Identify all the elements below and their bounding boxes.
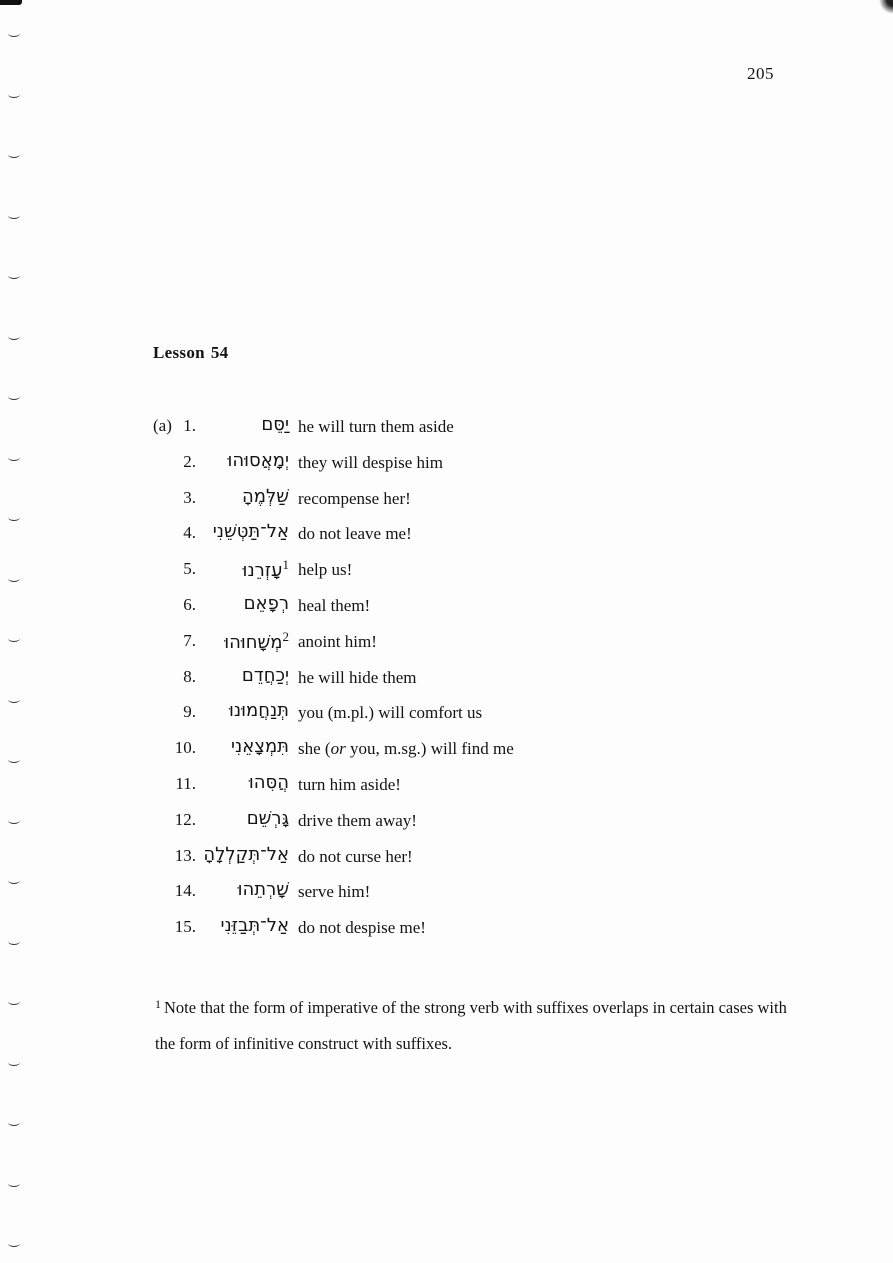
- english-translation: he will hide them: [298, 667, 417, 687]
- hebrew-text: רְפָאֵם: [243, 593, 289, 614]
- hebrew-form: [221, 915, 289, 936]
- item-number: 6.: [183, 595, 196, 614]
- hebrew-form: [247, 808, 289, 829]
- hebrew-text: הֲסִּהוּ: [248, 772, 289, 793]
- item-number: 4.: [183, 523, 196, 543]
- english-translation: [298, 739, 514, 759]
- english-translation: do not despise me!: [298, 918, 426, 938]
- hebrew-text: מְשָׁחוּהוּ: [224, 631, 283, 653]
- hebrew-form: [249, 772, 289, 793]
- footnote-ref: 1: [282, 557, 289, 573]
- translation-part: you, m.sg.) will find me: [345, 739, 514, 759]
- edge-tick: [8, 272, 20, 279]
- item-number: 7.: [183, 630, 196, 650]
- item-number: 10.: [174, 738, 196, 758]
- hebrew-form: [261, 414, 289, 435]
- hebrew-text: שָׁרְתֵהוּ: [237, 879, 289, 901]
- exercise-row: [0, 557, 893, 587]
- english-translation: turn him aside!: [298, 775, 401, 794]
- english-translation: they will despise him: [298, 452, 443, 472]
- english-translation: recompense her!: [298, 488, 411, 508]
- exercise-row: [0, 844, 893, 874]
- english-translation: do not curse her!: [298, 846, 413, 866]
- exercise-row: [0, 521, 893, 551]
- exercise-row: [0, 665, 893, 695]
- footnote-marker: 1: [155, 997, 161, 1011]
- edge-tick: [8, 151, 20, 158]
- hebrew-form: [213, 521, 289, 542]
- english-translation: do not leave me!: [298, 524, 412, 544]
- item-number: 2.: [183, 451, 196, 471]
- hebrew-form: [238, 879, 289, 900]
- hebrew-form: [231, 736, 289, 757]
- item-number: 8.: [183, 666, 196, 686]
- exercise-row: [0, 808, 893, 838]
- hebrew-form: [203, 844, 289, 865]
- exercise-row: [0, 736, 893, 766]
- footnote: [155, 986, 795, 1062]
- exercise-row: [0, 414, 893, 444]
- hebrew-text: אַל־תְּקַלְלָהָ: [203, 843, 289, 865]
- exercise-row: [0, 772, 893, 802]
- hebrew-form: [244, 593, 289, 614]
- page-number: 205: [747, 64, 774, 83]
- item-number: 13.: [174, 845, 196, 865]
- hebrew-text: אַל־תְּבַזֵּנִי: [220, 915, 289, 937]
- exercise-row: [0, 486, 893, 516]
- exercise-label: (a): [153, 416, 172, 435]
- english-translation: help us!: [298, 560, 353, 580]
- hebrew-text: יְכַחֲדֵם: [241, 664, 289, 686]
- edge-tick: [8, 1240, 20, 1247]
- hebrew-form: [224, 629, 289, 653]
- item-number: 11.: [175, 774, 196, 793]
- translation-part: she (: [298, 739, 331, 759]
- hebrew-text: גָּרְשֵׁם: [246, 807, 289, 829]
- item-number: 14.: [174, 881, 196, 901]
- item-number: 12.: [174, 809, 196, 829]
- footnote-ref: 2: [282, 628, 289, 644]
- lesson-label: Lesson: [153, 343, 205, 362]
- scan-corner-mark: [0, 0, 22, 5]
- hebrew-text: תְּנַחֲמוּנוּ: [228, 700, 289, 722]
- lesson-number: 54: [210, 343, 229, 362]
- hebrew-text: שַׁלְּמֶהָ: [242, 485, 289, 507]
- exercise-row: [0, 593, 893, 623]
- footnote-text: Note that the form of imperative of the strong verb with suffixes overlaps in certain cases with the form of infinitive construct with suffixes.: [155, 998, 787, 1053]
- item-number: 3.: [183, 487, 196, 507]
- english-translation: anoint him!: [298, 631, 377, 651]
- hebrew-form: [243, 557, 289, 581]
- english-translation: he will turn them aside: [298, 417, 454, 436]
- exercise-row: [0, 450, 893, 480]
- edge-tick: [8, 998, 20, 1005]
- edge-tick: [8, 1059, 20, 1066]
- hebrew-form: [227, 450, 289, 471]
- hebrew-text: עָזְרֵנוּ: [242, 560, 283, 582]
- item-number: 9.: [183, 702, 196, 722]
- edge-tick: [8, 1119, 20, 1126]
- hebrew-text: תִּמְצָאֵנִי: [231, 736, 289, 758]
- exercise-row: [0, 629, 893, 659]
- exercise-row: [0, 915, 893, 945]
- item-number: 1.: [183, 416, 196, 435]
- scan-corner-shadow: [875, 0, 893, 18]
- hebrew-form: [242, 665, 289, 686]
- hebrew-form: [242, 486, 289, 507]
- english-translation: serve him!: [298, 882, 371, 902]
- edge-tick: [8, 30, 20, 37]
- edge-tick: [8, 91, 20, 98]
- exercise-row: [0, 879, 893, 909]
- item-number: 15.: [174, 917, 196, 937]
- edge-tick: [8, 212, 20, 219]
- item-number: 5.: [183, 559, 196, 579]
- hebrew-form: [229, 700, 289, 721]
- english-translation: you (m.pl.) will comfort us: [298, 703, 483, 723]
- english-translation: drive them away!: [298, 810, 417, 830]
- translation-italic: or: [330, 739, 346, 759]
- edge-tick: [8, 393, 20, 400]
- english-translation: heal them!: [298, 596, 371, 615]
- exercise-row: [0, 700, 893, 730]
- lesson-heading: [153, 343, 228, 363]
- hebrew-text: יַסֵּם: [261, 414, 289, 435]
- hebrew-text: יְמָאֲסוּהוּ: [227, 449, 289, 471]
- edge-tick: [8, 1180, 20, 1187]
- hebrew-text: אַל־תַּטְּשֵׁנִי: [212, 521, 289, 543]
- edge-tick: [8, 333, 20, 340]
